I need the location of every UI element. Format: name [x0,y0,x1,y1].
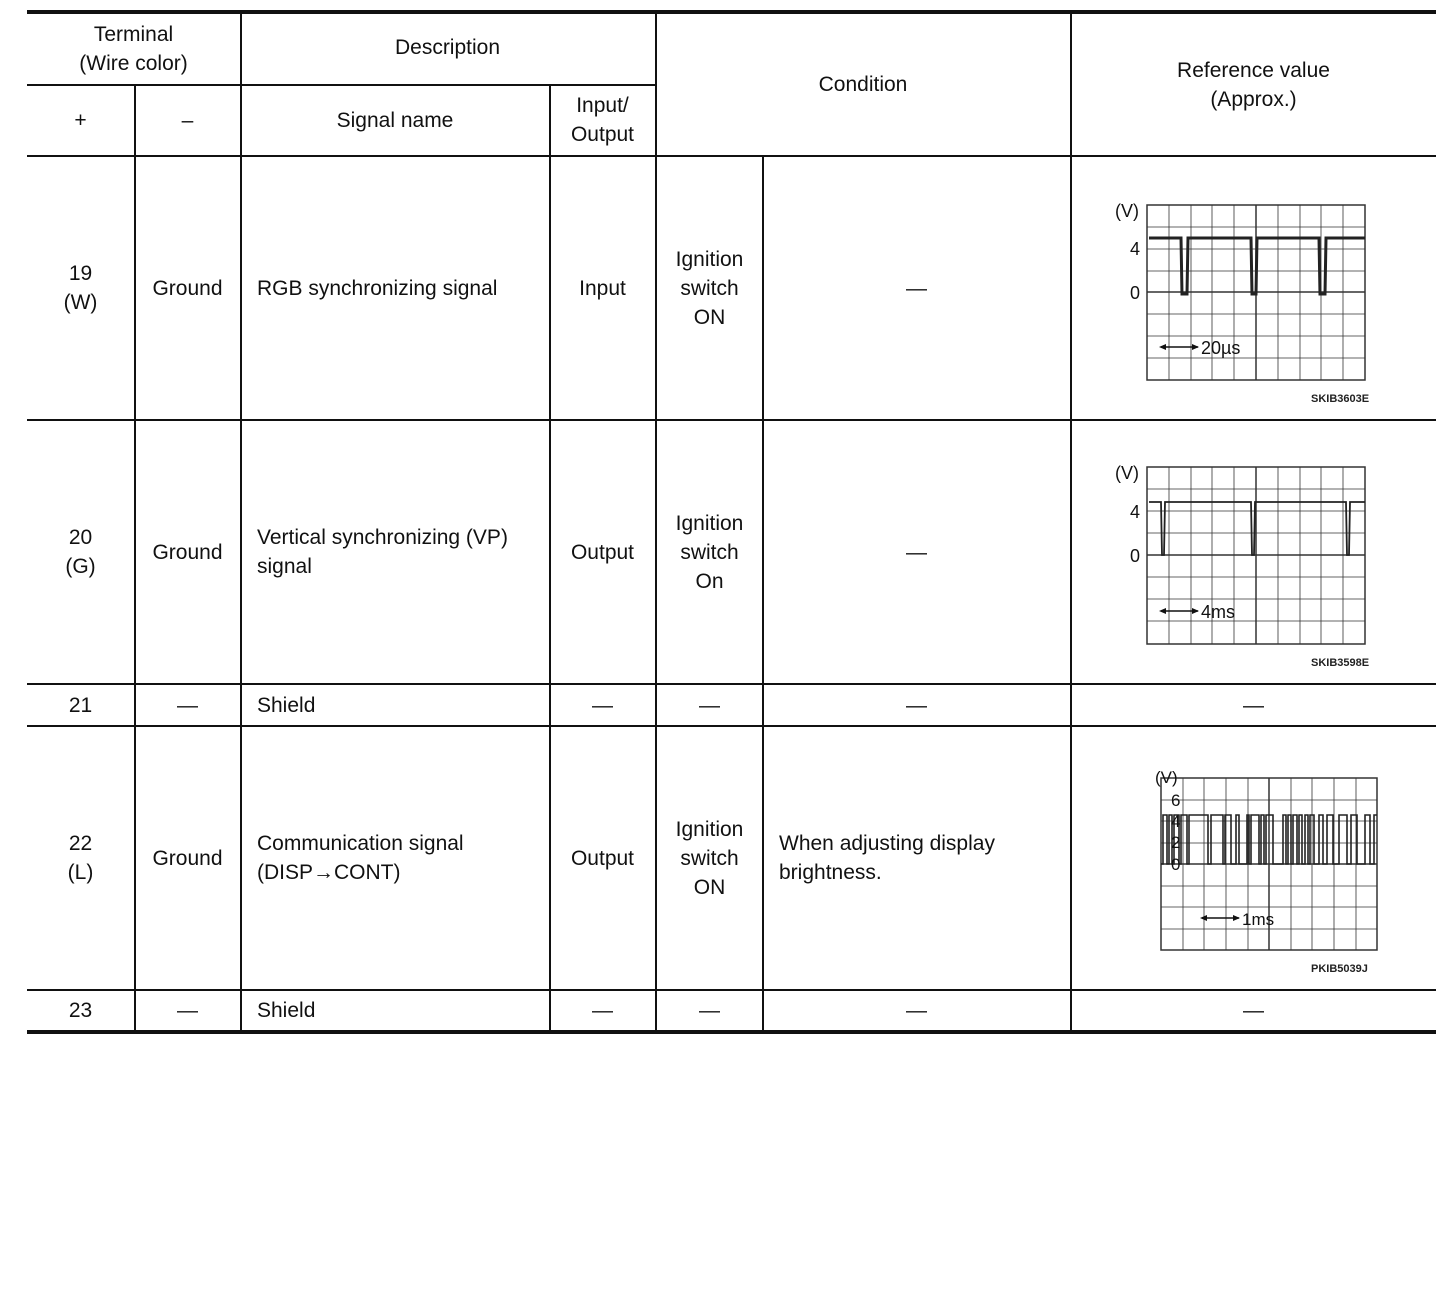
row22-wave-code: PKIB5039J [1311,963,1368,975]
row20-wave-unit: (V) [1115,463,1139,483]
header-reference: Reference value (Approx.) [1177,58,1330,111]
row20-waveform [1071,421,1436,683]
row21-plus: 21 [68,693,93,717]
row20-minus: Ground [152,540,223,564]
row23-ref: — [1243,999,1264,1022]
row20-io: Output [570,540,635,564]
header-terminal: Terminal (Wire color) [79,23,188,75]
row23-minus: — [177,999,198,1022]
row19-signal: RGB synchronizing signal [257,276,498,300]
row22-cond2: When adjusting display brightness. [779,832,995,884]
row22-wave-y0: 0 [1171,855,1181,874]
row20-cond1: Ignition switch On [675,511,744,593]
row23-cond1: — [699,999,720,1022]
row20-plus: 20 (G) [65,526,96,578]
table-bottom-rule [27,1030,1436,1034]
row22-wave-y2: 2 [1171,833,1181,852]
header-plus: + [74,108,87,132]
row19-plus: 19 (W) [63,262,98,314]
row23-io: — [592,999,613,1022]
row19-io: Input [579,276,626,300]
header-description: Description [394,35,501,59]
row19-waveform [1071,157,1436,419]
row19-cond2: — [906,276,927,300]
row21-signal: Shield [257,693,316,717]
header-minus: – [181,108,194,132]
row19-wave-unit: (V) [1115,201,1139,221]
row20-wave-code: SKIB3598E [1311,657,1370,669]
row22-signal: Communication signal (DISP→CONT) [257,832,464,884]
row22-wave-unit: (V) [1155,768,1178,787]
row22-plus: 22 (L) [67,832,94,884]
header-io: Input/ Output [570,94,635,146]
row22-cond1: Ignition switch ON [675,817,744,899]
row22-wave-y6: 6 [1171,791,1181,810]
row19-wave-code: SKIB3603E [1311,393,1370,405]
row22-waveform [1071,727,1436,989]
row22-wave-scale: 1ms [1242,910,1275,929]
row23-signal: Shield [257,999,316,1022]
row19-wave-ytop: 4 [1130,239,1141,259]
row20-wave-ytop: 4 [1130,502,1141,522]
row20-wave-scale: 4ms [1201,602,1236,622]
row23-plus: 23 [68,999,93,1022]
row19-minus: Ground [152,276,223,300]
row21-io: — [592,693,613,717]
row19-wave-ybottom: 0 [1130,283,1141,303]
header-signal-name: Signal name [336,108,454,132]
row22-wave-y4: 4 [1171,812,1181,831]
row20-signal: Vertical synchronizing (VP) signal [257,526,508,578]
terminal-table [27,0,1436,1040]
row20-wave-ybottom: 0 [1130,546,1141,566]
row19-cond1: Ignition switch ON [675,247,744,329]
row21-cond2: — [906,693,927,717]
row19-wave-scale: 20µs [1201,338,1241,358]
row23-cond2: — [906,999,927,1022]
row20-cond2: — [906,540,927,564]
row21-minus: — [177,693,198,717]
row21-cond1: — [699,693,720,717]
row22-io: Output [570,846,635,870]
row21-ref: — [1243,693,1264,717]
row22-minus: Ground [152,846,223,870]
header-condition: Condition [818,73,908,96]
